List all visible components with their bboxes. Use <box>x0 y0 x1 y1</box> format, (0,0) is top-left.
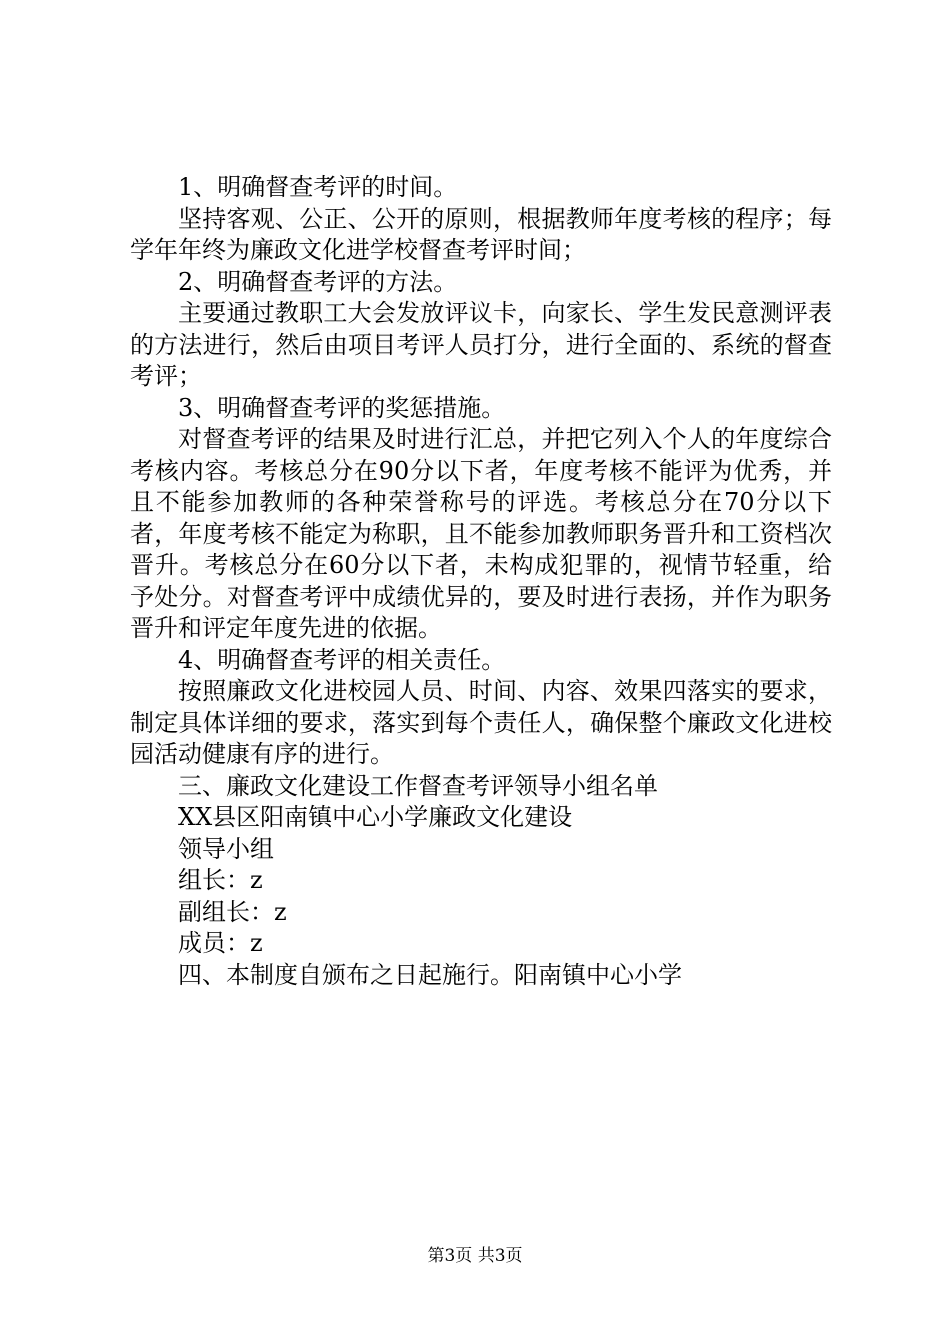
paragraph: 3、明确督查考评的奖惩措施。 <box>178 393 506 422</box>
paragraph: 4、明确督查考评的相关责任。 <box>178 645 506 674</box>
section-heading: 三、廉政文化建设工作督查考评领导小组名单 <box>178 771 658 800</box>
paragraph: 组长：z <box>178 866 263 894</box>
paragraph: XX县区阳南镇中心小学廉政文化建设 <box>178 803 573 831</box>
paragraph: 主要通过教职工大会发放评议卡，向家长、学生发民意测评表的方法进行，然后由项目考评人员打分，进行全面的、系统的督查考评； <box>130 299 832 390</box>
paragraph: 对督查考评的结果及时进行汇总，并把它列入个人的年度综合考核内容。考核总分在90分以下者，年度考核不能评为优秀，并且不能参加教师的各种荣誉称号的评选。考核总分在70分以下者，年度考核不能定为称职，且不能参加教师职务晋升和工资档次晋升。考核总分在60分以下者，未构成犯罪的，视情节轻重，给予处分。对督查考评中成绩优异的，要及时进行表扬，并作为职务晋升和评定年度先进的依据。 <box>130 425 832 642</box>
paragraph: 1、明确督查考评的时间。 <box>178 173 458 201</box>
paragraph: 领导小组 <box>178 834 274 863</box>
paragraph: 2、明确督查考评的方法。 <box>178 267 458 296</box>
document-body <box>130 172 832 991</box>
paragraph: 成员：z <box>178 929 263 957</box>
page-footer: 第3页 共3页 <box>427 1246 523 1266</box>
paragraph: 按照廉政文化进校园人员、时间、内容、效果四落实的要求，制定具体详细的要求，落实到每个责任人，确保整个廉政文化进校园活动健康有序的进行。 <box>130 677 832 768</box>
paragraph: 副组长：z <box>178 897 287 926</box>
paragraph: 坚持客观、公正、公开的原则，根据教师年度考核的程序；每学年年终为廉政文化进学校督查考评时间； <box>130 204 832 264</box>
section-heading: 四、本制度自颁布之日起施行。阳南镇中心小学 <box>178 960 682 989</box>
